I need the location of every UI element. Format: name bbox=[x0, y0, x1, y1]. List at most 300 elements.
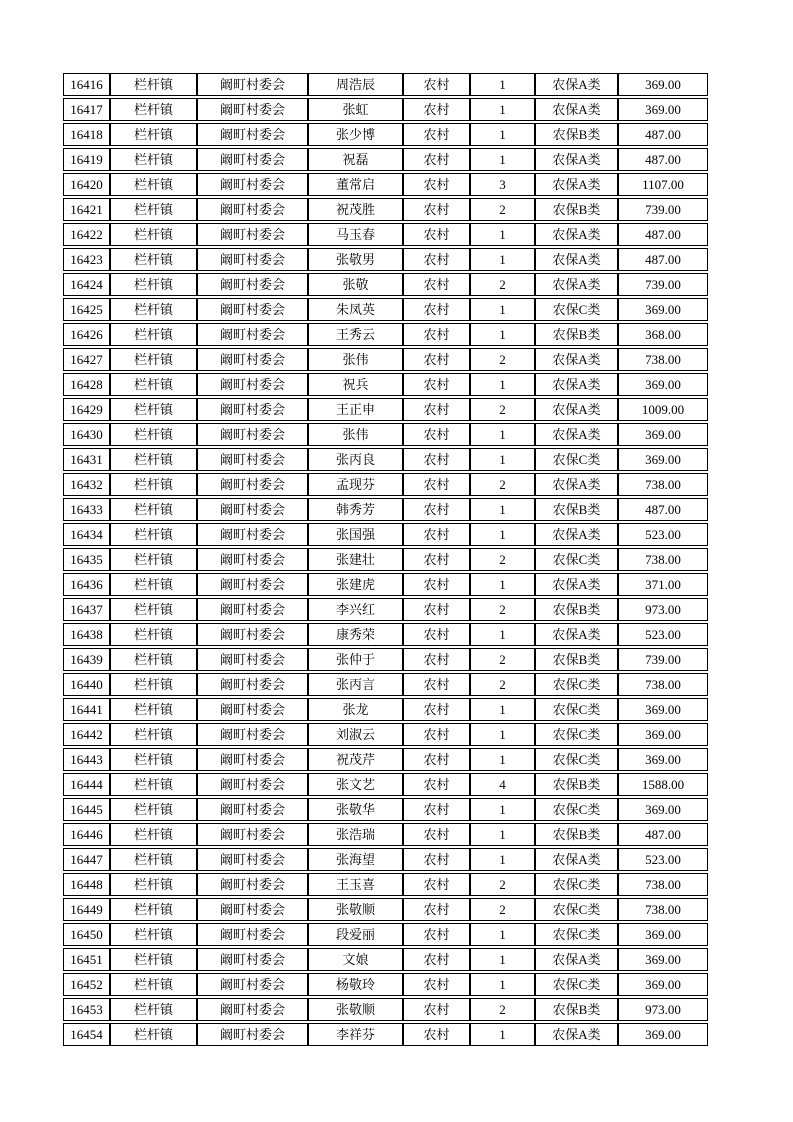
benefits-table bbox=[63, 71, 708, 1048]
cell-village-committee: 阚町村委会 bbox=[197, 848, 308, 871]
cell-record-id: 16450 bbox=[63, 923, 110, 946]
cell-record-id: 16444 bbox=[63, 773, 110, 796]
cell-town: 栏杆镇 bbox=[110, 298, 197, 321]
cell-residence-type: 农村 bbox=[403, 523, 470, 546]
cell-insurance-category: 农保A类 bbox=[535, 173, 618, 196]
table-row bbox=[63, 898, 708, 921]
cell-town: 栏杆镇 bbox=[110, 248, 197, 271]
cell-town: 栏杆镇 bbox=[110, 348, 197, 371]
cell-insurance-category: 农保C类 bbox=[535, 698, 618, 721]
table-row bbox=[63, 798, 708, 821]
cell-insurance-category: 农保A类 bbox=[535, 148, 618, 171]
cell-amount: 369.00 bbox=[618, 73, 708, 96]
table-row bbox=[63, 398, 708, 421]
cell-village-committee: 阚町村委会 bbox=[197, 173, 308, 196]
cell-insurance-category: 农保B类 bbox=[535, 323, 618, 346]
cell-name: 张少博 bbox=[308, 123, 403, 146]
cell-village-committee: 阚町村委会 bbox=[197, 473, 308, 496]
cell-name: 朱凤英 bbox=[308, 298, 403, 321]
cell-residence-type: 农村 bbox=[403, 848, 470, 871]
cell-record-id: 16449 bbox=[63, 898, 110, 921]
cell-record-id: 16431 bbox=[63, 448, 110, 471]
cell-amount: 369.00 bbox=[618, 98, 708, 121]
cell-insurance-category: 农保A类 bbox=[535, 348, 618, 371]
cell-record-id: 16428 bbox=[63, 373, 110, 396]
cell-town: 栏杆镇 bbox=[110, 273, 197, 296]
cell-village-committee: 阚町村委会 bbox=[197, 598, 308, 621]
cell-amount: 369.00 bbox=[618, 948, 708, 971]
cell-amount: 738.00 bbox=[618, 898, 708, 921]
table-row bbox=[63, 323, 708, 346]
cell-person-count: 1 bbox=[470, 573, 535, 596]
cell-amount: 487.00 bbox=[618, 248, 708, 271]
cell-record-id: 16420 bbox=[63, 173, 110, 196]
cell-village-committee: 阚町村委会 bbox=[197, 448, 308, 471]
table-row bbox=[63, 648, 708, 671]
cell-village-committee: 阚町村委会 bbox=[197, 798, 308, 821]
cell-town: 栏杆镇 bbox=[110, 698, 197, 721]
cell-person-count: 2 bbox=[470, 673, 535, 696]
table-row bbox=[63, 923, 708, 946]
cell-amount: 738.00 bbox=[618, 673, 708, 696]
cell-town: 栏杆镇 bbox=[110, 623, 197, 646]
cell-name: 韩秀芳 bbox=[308, 498, 403, 521]
cell-residence-type: 农村 bbox=[403, 223, 470, 246]
cell-person-count: 1 bbox=[470, 723, 535, 746]
cell-town: 栏杆镇 bbox=[110, 873, 197, 896]
cell-village-committee: 阚町村委会 bbox=[197, 998, 308, 1021]
cell-village-committee: 阚町村委会 bbox=[197, 898, 308, 921]
cell-person-count: 1 bbox=[470, 223, 535, 246]
cell-amount: 369.00 bbox=[618, 373, 708, 396]
cell-insurance-category: 农保A类 bbox=[535, 73, 618, 96]
cell-insurance-category: 农保A类 bbox=[535, 848, 618, 871]
cell-residence-type: 农村 bbox=[403, 323, 470, 346]
cell-village-committee: 阚町村委会 bbox=[197, 948, 308, 971]
cell-residence-type: 农村 bbox=[403, 198, 470, 221]
cell-record-id: 16440 bbox=[63, 673, 110, 696]
cell-village-committee: 阚町村委会 bbox=[197, 673, 308, 696]
cell-person-count: 2 bbox=[470, 473, 535, 496]
cell-amount: 369.00 bbox=[618, 423, 708, 446]
cell-name: 张敬男 bbox=[308, 248, 403, 271]
cell-amount: 1588.00 bbox=[618, 773, 708, 796]
cell-town: 栏杆镇 bbox=[110, 73, 197, 96]
cell-residence-type: 农村 bbox=[403, 173, 470, 196]
cell-amount: 369.00 bbox=[618, 973, 708, 996]
cell-insurance-category: 农保C类 bbox=[535, 298, 618, 321]
cell-name: 董常启 bbox=[308, 173, 403, 196]
cell-insurance-category: 农保B类 bbox=[535, 773, 618, 796]
cell-person-count: 1 bbox=[470, 1023, 535, 1046]
cell-residence-type: 农村 bbox=[403, 748, 470, 771]
cell-amount: 739.00 bbox=[618, 648, 708, 671]
cell-name: 张浩瑞 bbox=[308, 823, 403, 846]
cell-insurance-category: 农保C类 bbox=[535, 923, 618, 946]
table-row bbox=[63, 523, 708, 546]
cell-insurance-category: 农保A类 bbox=[535, 623, 618, 646]
cell-village-committee: 阚町村委会 bbox=[197, 973, 308, 996]
table-row bbox=[63, 73, 708, 96]
cell-amount: 523.00 bbox=[618, 848, 708, 871]
cell-amount: 738.00 bbox=[618, 873, 708, 896]
cell-insurance-category: 农保C类 bbox=[535, 748, 618, 771]
table-row bbox=[63, 748, 708, 771]
cell-record-id: 16434 bbox=[63, 523, 110, 546]
cell-record-id: 16421 bbox=[63, 198, 110, 221]
cell-name: 张丙言 bbox=[308, 673, 403, 696]
cell-town: 栏杆镇 bbox=[110, 648, 197, 671]
cell-insurance-category: 农保C类 bbox=[535, 723, 618, 746]
cell-record-id: 16433 bbox=[63, 498, 110, 521]
cell-person-count: 1 bbox=[470, 748, 535, 771]
cell-town: 栏杆镇 bbox=[110, 548, 197, 571]
cell-amount: 487.00 bbox=[618, 498, 708, 521]
cell-residence-type: 农村 bbox=[403, 548, 470, 571]
cell-record-id: 16442 bbox=[63, 723, 110, 746]
cell-record-id: 16423 bbox=[63, 248, 110, 271]
cell-person-count: 1 bbox=[470, 823, 535, 846]
cell-record-id: 16452 bbox=[63, 973, 110, 996]
table-row bbox=[63, 723, 708, 746]
cell-record-id: 16418 bbox=[63, 123, 110, 146]
cell-person-count: 1 bbox=[470, 298, 535, 321]
cell-insurance-category: 农保A类 bbox=[535, 248, 618, 271]
table-row bbox=[63, 848, 708, 871]
cell-amount: 487.00 bbox=[618, 823, 708, 846]
cell-person-count: 3 bbox=[470, 173, 535, 196]
cell-person-count: 1 bbox=[470, 73, 535, 96]
cell-residence-type: 农村 bbox=[403, 423, 470, 446]
cell-town: 栏杆镇 bbox=[110, 523, 197, 546]
cell-person-count: 1 bbox=[470, 98, 535, 121]
cell-amount: 739.00 bbox=[618, 273, 708, 296]
cell-record-id: 16419 bbox=[63, 148, 110, 171]
cell-name: 段爱丽 bbox=[308, 923, 403, 946]
cell-residence-type: 农村 bbox=[403, 723, 470, 746]
table-row bbox=[63, 673, 708, 696]
cell-record-id: 16441 bbox=[63, 698, 110, 721]
cell-name: 张龙 bbox=[308, 698, 403, 721]
cell-name: 张伟 bbox=[308, 423, 403, 446]
table-row bbox=[63, 698, 708, 721]
cell-village-committee: 阚町村委会 bbox=[197, 323, 308, 346]
cell-insurance-category: 农保A类 bbox=[535, 98, 618, 121]
cell-residence-type: 农村 bbox=[403, 373, 470, 396]
cell-insurance-category: 农保C类 bbox=[535, 873, 618, 896]
cell-name: 祝茂胜 bbox=[308, 198, 403, 221]
table-row bbox=[63, 248, 708, 271]
cell-record-id: 16448 bbox=[63, 873, 110, 896]
cell-town: 栏杆镇 bbox=[110, 1023, 197, 1046]
cell-residence-type: 农村 bbox=[403, 298, 470, 321]
table-row bbox=[63, 173, 708, 196]
cell-person-count: 1 bbox=[470, 948, 535, 971]
cell-town: 栏杆镇 bbox=[110, 173, 197, 196]
cell-record-id: 16454 bbox=[63, 1023, 110, 1046]
cell-town: 栏杆镇 bbox=[110, 823, 197, 846]
cell-record-id: 16436 bbox=[63, 573, 110, 596]
cell-name: 张建壮 bbox=[308, 548, 403, 571]
cell-village-committee: 阚町村委会 bbox=[197, 823, 308, 846]
table-row bbox=[63, 273, 708, 296]
cell-person-count: 1 bbox=[470, 698, 535, 721]
cell-person-count: 2 bbox=[470, 873, 535, 896]
cell-insurance-category: 农保A类 bbox=[535, 223, 618, 246]
cell-residence-type: 农村 bbox=[403, 873, 470, 896]
cell-residence-type: 农村 bbox=[403, 673, 470, 696]
cell-record-id: 16435 bbox=[63, 548, 110, 571]
cell-amount: 369.00 bbox=[618, 798, 708, 821]
cell-town: 栏杆镇 bbox=[110, 748, 197, 771]
cell-residence-type: 农村 bbox=[403, 773, 470, 796]
cell-person-count: 2 bbox=[470, 273, 535, 296]
cell-town: 栏杆镇 bbox=[110, 223, 197, 246]
cell-town: 栏杆镇 bbox=[110, 673, 197, 696]
table-row bbox=[63, 623, 708, 646]
cell-name: 康秀荣 bbox=[308, 623, 403, 646]
table-row bbox=[63, 998, 708, 1021]
cell-name: 刘淑云 bbox=[308, 723, 403, 746]
cell-amount: 738.00 bbox=[618, 348, 708, 371]
table-row bbox=[63, 1023, 708, 1046]
cell-name: 张敬顺 bbox=[308, 998, 403, 1021]
cell-person-count: 1 bbox=[470, 523, 535, 546]
cell-amount: 369.00 bbox=[618, 448, 708, 471]
cell-residence-type: 农村 bbox=[403, 1023, 470, 1046]
cell-amount: 369.00 bbox=[618, 1023, 708, 1046]
cell-record-id: 16424 bbox=[63, 273, 110, 296]
cell-record-id: 16427 bbox=[63, 348, 110, 371]
table-row bbox=[63, 598, 708, 621]
cell-insurance-category: 农保A类 bbox=[535, 573, 618, 596]
cell-town: 栏杆镇 bbox=[110, 98, 197, 121]
cell-town: 栏杆镇 bbox=[110, 198, 197, 221]
cell-amount: 369.00 bbox=[618, 723, 708, 746]
cell-amount: 1009.00 bbox=[618, 398, 708, 421]
cell-village-committee: 阚町村委会 bbox=[197, 648, 308, 671]
table-body bbox=[63, 73, 708, 1046]
cell-town: 栏杆镇 bbox=[110, 498, 197, 521]
cell-village-committee: 阚町村委会 bbox=[197, 873, 308, 896]
cell-town: 栏杆镇 bbox=[110, 848, 197, 871]
cell-insurance-category: 农保A类 bbox=[535, 273, 618, 296]
cell-village-committee: 阚町村委会 bbox=[197, 723, 308, 746]
cell-person-count: 2 bbox=[470, 998, 535, 1021]
cell-record-id: 16416 bbox=[63, 73, 110, 96]
cell-residence-type: 农村 bbox=[403, 923, 470, 946]
cell-residence-type: 农村 bbox=[403, 473, 470, 496]
table-row bbox=[63, 98, 708, 121]
table-row bbox=[63, 123, 708, 146]
cell-insurance-category: 农保C类 bbox=[535, 898, 618, 921]
cell-name: 张虹 bbox=[308, 98, 403, 121]
cell-insurance-category: 农保A类 bbox=[535, 398, 618, 421]
cell-name: 张敬顺 bbox=[308, 898, 403, 921]
cell-village-committee: 阚町村委会 bbox=[197, 123, 308, 146]
table-row bbox=[63, 973, 708, 996]
cell-record-id: 16451 bbox=[63, 948, 110, 971]
cell-town: 栏杆镇 bbox=[110, 998, 197, 1021]
table-row bbox=[63, 573, 708, 596]
table-row bbox=[63, 198, 708, 221]
cell-name: 张伟 bbox=[308, 348, 403, 371]
cell-village-committee: 阚町村委会 bbox=[197, 248, 308, 271]
cell-name: 杨敬玲 bbox=[308, 973, 403, 996]
cell-village-committee: 阚町村委会 bbox=[197, 523, 308, 546]
cell-person-count: 1 bbox=[470, 923, 535, 946]
cell-residence-type: 农村 bbox=[403, 823, 470, 846]
cell-village-committee: 阚町村委会 bbox=[197, 698, 308, 721]
cell-village-committee: 阚町村委会 bbox=[197, 548, 308, 571]
cell-person-count: 1 bbox=[470, 498, 535, 521]
cell-residence-type: 农村 bbox=[403, 398, 470, 421]
table-row bbox=[63, 948, 708, 971]
cell-amount: 973.00 bbox=[618, 598, 708, 621]
table-row bbox=[63, 823, 708, 846]
cell-town: 栏杆镇 bbox=[110, 573, 197, 596]
cell-amount: 487.00 bbox=[618, 148, 708, 171]
table-row bbox=[63, 773, 708, 796]
cell-residence-type: 农村 bbox=[403, 98, 470, 121]
cell-amount: 487.00 bbox=[618, 123, 708, 146]
cell-insurance-category: 农保B类 bbox=[535, 498, 618, 521]
cell-village-committee: 阚町村委会 bbox=[197, 73, 308, 96]
cell-insurance-category: 农保B类 bbox=[535, 123, 618, 146]
cell-village-committee: 阚町村委会 bbox=[197, 198, 308, 221]
cell-person-count: 1 bbox=[470, 798, 535, 821]
cell-village-committee: 阚町村委会 bbox=[197, 373, 308, 396]
cell-residence-type: 农村 bbox=[403, 248, 470, 271]
cell-residence-type: 农村 bbox=[403, 648, 470, 671]
cell-residence-type: 农村 bbox=[403, 973, 470, 996]
cell-person-count: 1 bbox=[470, 373, 535, 396]
cell-name: 祝磊 bbox=[308, 148, 403, 171]
table-row bbox=[63, 473, 708, 496]
cell-name: 张文艺 bbox=[308, 773, 403, 796]
cell-amount: 368.00 bbox=[618, 323, 708, 346]
cell-name: 张仲于 bbox=[308, 648, 403, 671]
cell-name: 张建虎 bbox=[308, 573, 403, 596]
cell-village-committee: 阚町村委会 bbox=[197, 398, 308, 421]
cell-village-committee: 阚町村委会 bbox=[197, 298, 308, 321]
cell-village-committee: 阚町村委会 bbox=[197, 348, 308, 371]
table-row bbox=[63, 498, 708, 521]
cell-residence-type: 农村 bbox=[403, 448, 470, 471]
cell-name: 祝茂芹 bbox=[308, 748, 403, 771]
cell-village-committee: 阚町村委会 bbox=[197, 623, 308, 646]
cell-town: 栏杆镇 bbox=[110, 598, 197, 621]
cell-residence-type: 农村 bbox=[403, 573, 470, 596]
cell-town: 栏杆镇 bbox=[110, 973, 197, 996]
cell-name: 王玉喜 bbox=[308, 873, 403, 896]
cell-name: 李兴红 bbox=[308, 598, 403, 621]
table-row bbox=[63, 873, 708, 896]
cell-insurance-category: 农保A类 bbox=[535, 423, 618, 446]
table-row bbox=[63, 548, 708, 571]
cell-name: 孟现芬 bbox=[308, 473, 403, 496]
cell-residence-type: 农村 bbox=[403, 698, 470, 721]
cell-record-id: 16432 bbox=[63, 473, 110, 496]
cell-amount: 739.00 bbox=[618, 198, 708, 221]
cell-insurance-category: 农保B类 bbox=[535, 598, 618, 621]
cell-name: 张国强 bbox=[308, 523, 403, 546]
cell-name: 文娘 bbox=[308, 948, 403, 971]
cell-person-count: 1 bbox=[470, 848, 535, 871]
cell-village-committee: 阚町村委会 bbox=[197, 223, 308, 246]
cell-record-id: 16445 bbox=[63, 798, 110, 821]
cell-residence-type: 农村 bbox=[403, 898, 470, 921]
cell-insurance-category: 农保B类 bbox=[535, 823, 618, 846]
cell-person-count: 2 bbox=[470, 648, 535, 671]
cell-person-count: 1 bbox=[470, 623, 535, 646]
cell-amount: 738.00 bbox=[618, 548, 708, 571]
cell-person-count: 1 bbox=[470, 148, 535, 171]
cell-amount: 1107.00 bbox=[618, 173, 708, 196]
cell-insurance-category: 农保C类 bbox=[535, 673, 618, 696]
cell-town: 栏杆镇 bbox=[110, 323, 197, 346]
cell-residence-type: 农村 bbox=[403, 273, 470, 296]
cell-residence-type: 农村 bbox=[403, 348, 470, 371]
cell-record-id: 16417 bbox=[63, 98, 110, 121]
cell-insurance-category: 农保B类 bbox=[535, 648, 618, 671]
cell-record-id: 16438 bbox=[63, 623, 110, 646]
cell-insurance-category: 农保C类 bbox=[535, 548, 618, 571]
cell-person-count: 1 bbox=[470, 248, 535, 271]
cell-town: 栏杆镇 bbox=[110, 398, 197, 421]
cell-record-id: 16425 bbox=[63, 298, 110, 321]
cell-record-id: 16443 bbox=[63, 748, 110, 771]
cell-insurance-category: 农保C类 bbox=[535, 798, 618, 821]
cell-amount: 369.00 bbox=[618, 748, 708, 771]
cell-village-committee: 阚町村委会 bbox=[197, 423, 308, 446]
table-row bbox=[63, 423, 708, 446]
cell-name: 马玉春 bbox=[308, 223, 403, 246]
cell-record-id: 16430 bbox=[63, 423, 110, 446]
cell-town: 栏杆镇 bbox=[110, 898, 197, 921]
cell-record-id: 16422 bbox=[63, 223, 110, 246]
cell-town: 栏杆镇 bbox=[110, 773, 197, 796]
cell-insurance-category: 农保C类 bbox=[535, 448, 618, 471]
cell-amount: 487.00 bbox=[618, 223, 708, 246]
cell-record-id: 16439 bbox=[63, 648, 110, 671]
cell-residence-type: 农村 bbox=[403, 798, 470, 821]
cell-amount: 369.00 bbox=[618, 923, 708, 946]
cell-name: 张丙良 bbox=[308, 448, 403, 471]
cell-name: 张敬华 bbox=[308, 798, 403, 821]
cell-name: 王秀云 bbox=[308, 323, 403, 346]
cell-name: 张敬 bbox=[308, 273, 403, 296]
cell-person-count: 1 bbox=[470, 423, 535, 446]
cell-town: 栏杆镇 bbox=[110, 798, 197, 821]
cell-village-committee: 阚町村委会 bbox=[197, 748, 308, 771]
cell-amount: 371.00 bbox=[618, 573, 708, 596]
cell-person-count: 1 bbox=[470, 123, 535, 146]
cell-amount: 523.00 bbox=[618, 523, 708, 546]
cell-name: 祝兵 bbox=[308, 373, 403, 396]
cell-town: 栏杆镇 bbox=[110, 123, 197, 146]
cell-village-committee: 阚町村委会 bbox=[197, 98, 308, 121]
cell-insurance-category: 农保B类 bbox=[535, 198, 618, 221]
cell-person-count: 1 bbox=[470, 323, 535, 346]
cell-town: 栏杆镇 bbox=[110, 148, 197, 171]
cell-residence-type: 农村 bbox=[403, 598, 470, 621]
table-row bbox=[63, 223, 708, 246]
cell-village-committee: 阚町村委会 bbox=[197, 498, 308, 521]
cell-record-id: 16437 bbox=[63, 598, 110, 621]
cell-insurance-category: 农保A类 bbox=[535, 1023, 618, 1046]
cell-name: 周浩辰 bbox=[308, 73, 403, 96]
